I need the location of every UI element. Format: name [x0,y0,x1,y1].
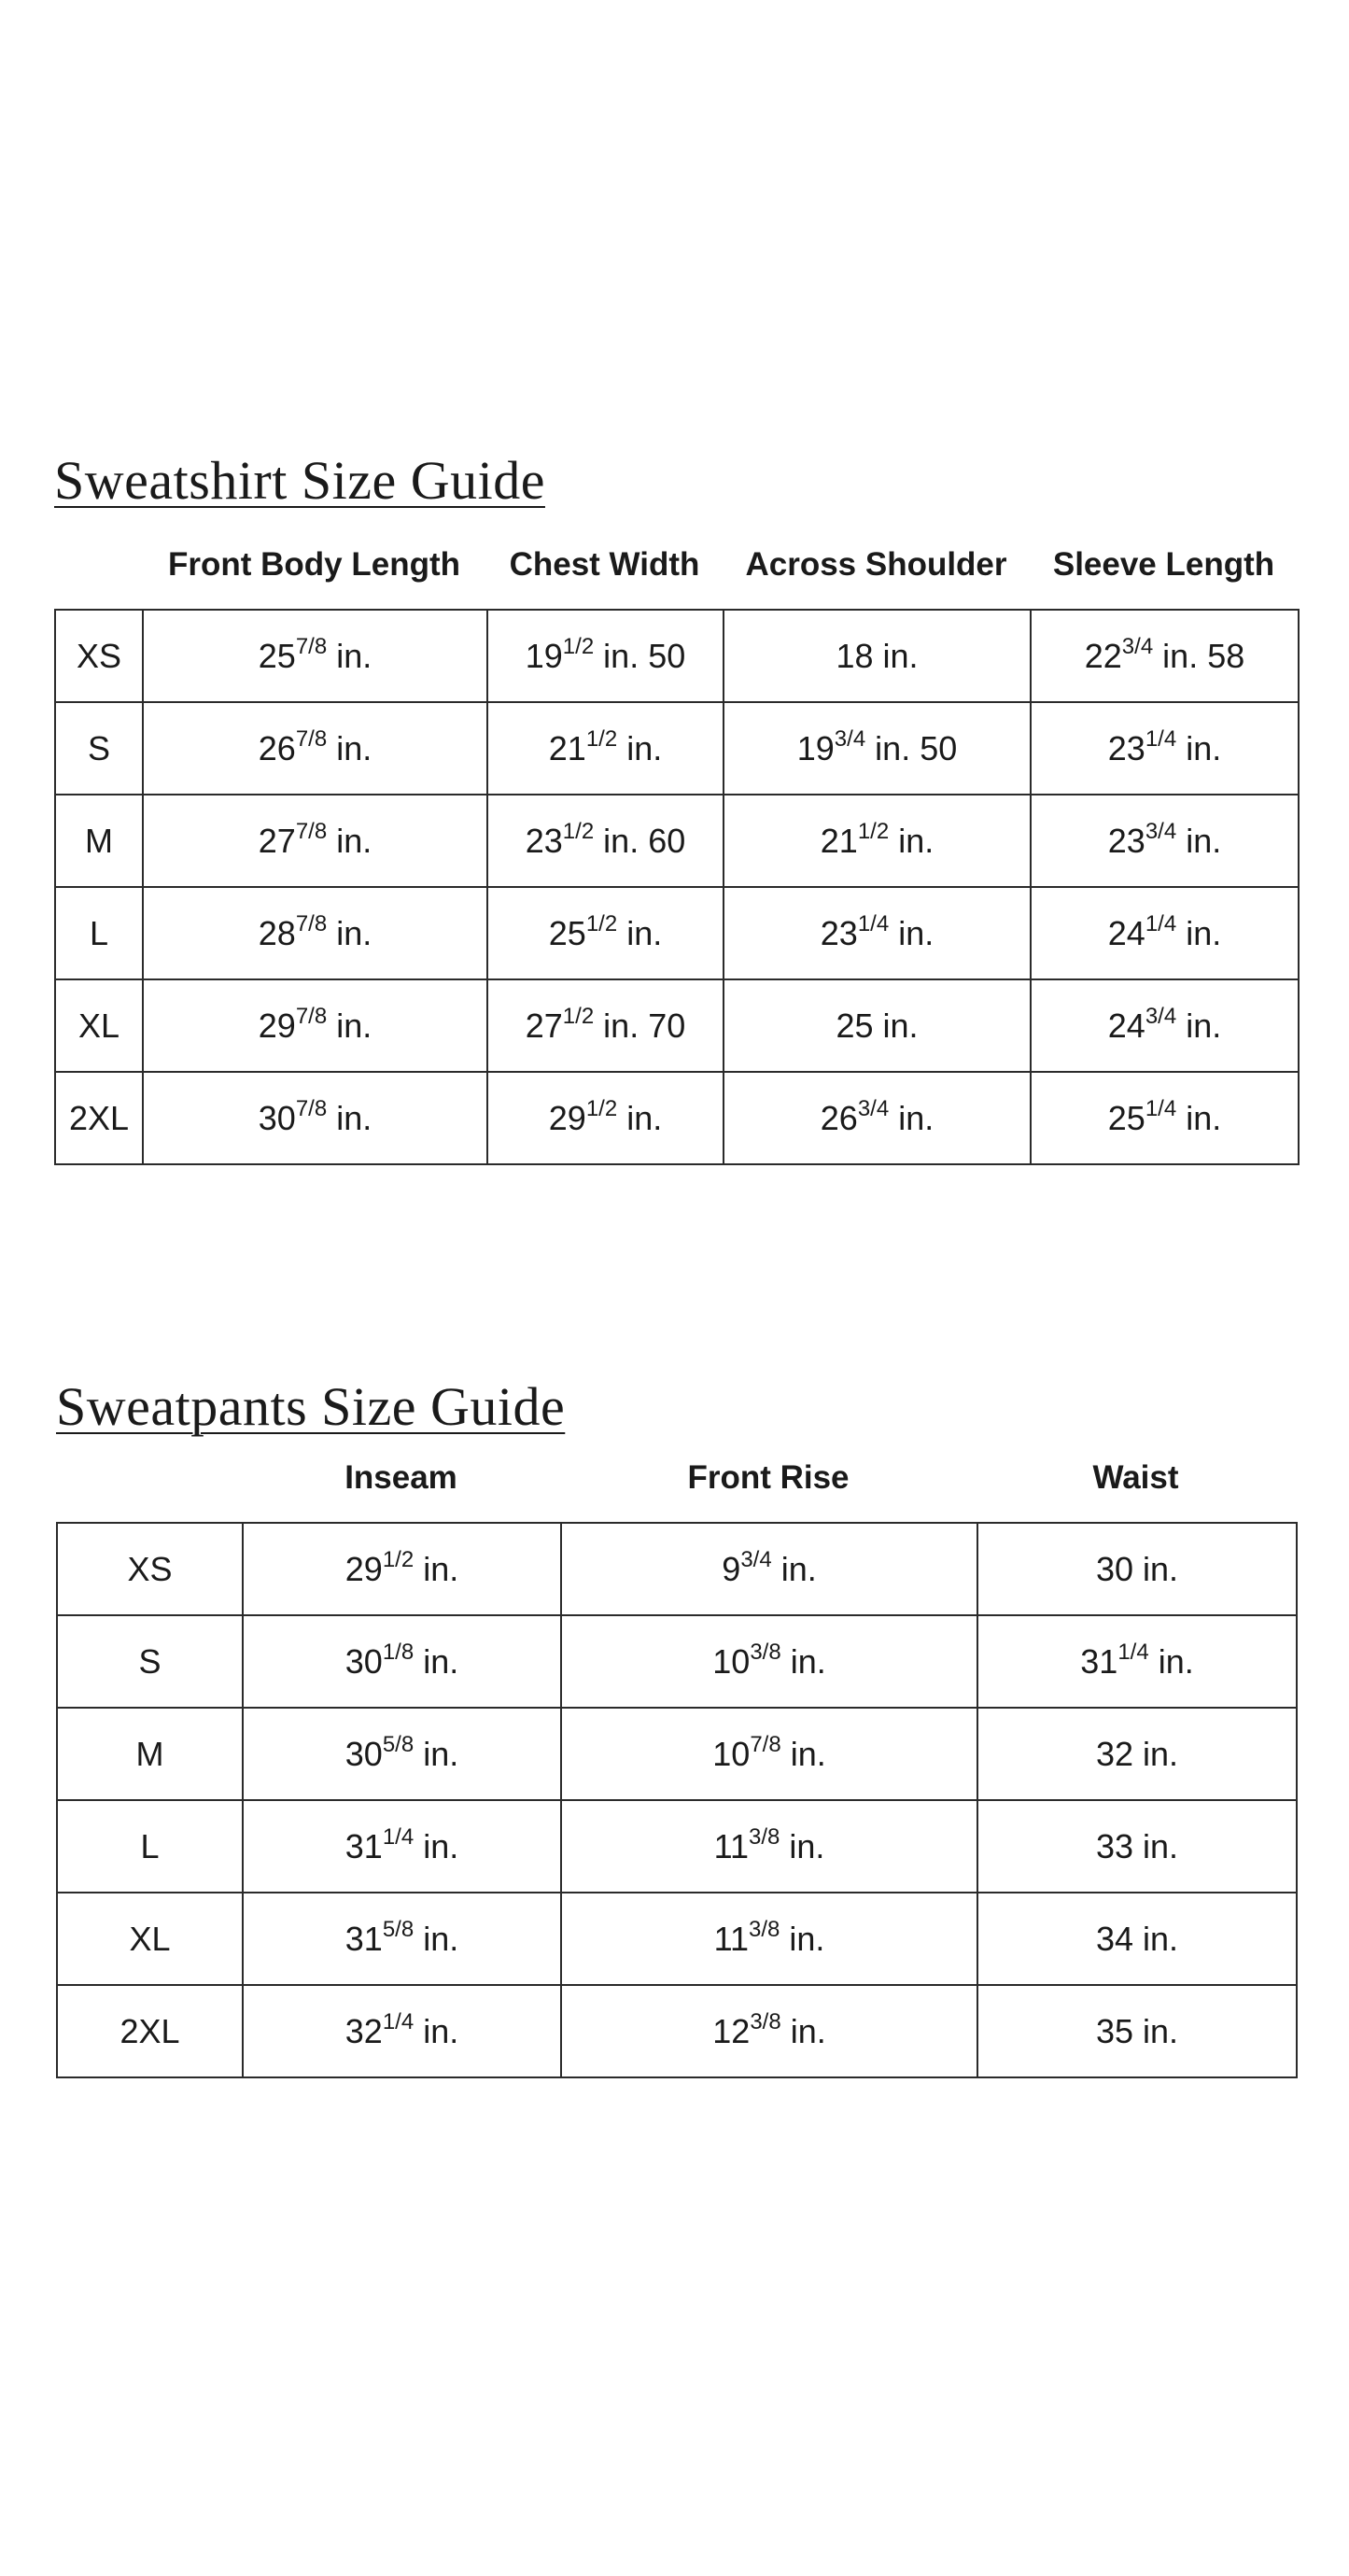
measurement-whole: 32 [344,2011,383,2050]
measurement-fraction: 1/4 [1145,1095,1177,1121]
measurement-cell [243,1800,561,1893]
sweatshirt-header-row [142,546,1298,584]
table-row [57,1523,1297,1615]
measurement-unit: in. [1133,1549,1179,1588]
measurement-fraction: 1/2 [562,1003,595,1029]
measurement-unit: in. [873,1006,919,1045]
measurement-unit: in. [1133,2011,1179,2050]
measurement-unit: in. [414,1549,459,1588]
measurement-cell [487,610,724,702]
measurement-whole: 27 [258,821,296,860]
measurement-fraction: 7/8 [750,1731,781,1757]
measurement-unit: in. [1133,1919,1179,1958]
measurement-whole: 30 [344,1641,383,1681]
measurement-whole: 31 [1080,1641,1118,1681]
measurement-fraction: 1/2 [382,1546,415,1572]
measurement-unit: in. [780,1919,825,1958]
measurement-cell [143,979,487,1072]
measurement-whole: 25 [1107,1098,1145,1137]
measurement-whole: 34 [1095,1919,1133,1958]
measurement-whole: 24 [1107,913,1145,952]
size-label: L [55,887,143,979]
measurement-unit: in. [617,1098,663,1137]
measurement-whole: 11 [713,1826,749,1865]
measurement-cell [143,887,487,979]
measurement-fraction: 3/4 [740,1546,772,1572]
measurement-whole: 12 [712,2011,751,2050]
size-label: 2XL [55,1072,143,1164]
measurement-whole: 23 [1107,728,1145,767]
size-label: XL [57,1893,243,1985]
measurement-cell [487,1072,724,1164]
measurement-unit: in. [1176,1006,1222,1045]
table-row [55,610,1299,702]
measurement-cell [561,1800,977,1893]
measurement-cell [487,702,724,795]
measurement-unit: in. [327,913,372,952]
measurement-unit: in. [327,728,372,767]
measurement-whole: 23 [1107,821,1145,860]
measurement-cell [977,1523,1297,1615]
measurement-unit: in. [414,2011,459,2050]
measurement-fraction: 3/8 [748,1916,780,1942]
measurement-cell [243,1708,561,1800]
measurement-fraction: 3/8 [750,2008,781,2034]
measurement-whole: 25 [258,636,296,675]
measurement-fraction: 1/2 [585,725,618,752]
size-label: XS [55,610,143,702]
size-label: M [55,795,143,887]
measurement-fraction: 7/8 [295,818,328,844]
measurement-whole: 31 [344,1919,383,1958]
measurement-whole: 10 [712,1734,751,1773]
measurement-whole: 30 [344,1734,383,1773]
measurement-fraction: 3/4 [1145,1003,1177,1029]
measurement-unit: in. 50 [594,636,686,675]
table-row [57,1708,1297,1800]
measurement-cell [724,979,1031,1072]
size-label: S [55,702,143,795]
size-label: S [57,1615,243,1708]
measurement-unit: in. [771,1549,817,1588]
table-row [57,1615,1297,1708]
size-label: M [57,1708,243,1800]
measurement-whole: 31 [344,1826,383,1865]
measurement-fraction: 1/4 [382,1823,415,1850]
table-row [57,1893,1297,1985]
header-sleeve-length: Sleeve Length [1052,546,1275,583]
measurement-unit: in. 60 [594,821,686,860]
measurement-cell [1031,1072,1299,1164]
measurement-fraction: 5/8 [382,1731,415,1757]
measurement-unit: in. [1133,1734,1179,1773]
measurement-cell [487,795,724,887]
measurement-whole: 19 [796,728,835,767]
table-row [55,702,1299,795]
measurement-whole: 29 [344,1549,383,1588]
measurement-whole: 25 [836,1006,874,1045]
measurement-cell [243,1893,561,1985]
measurement-unit: in. 70 [594,1006,686,1045]
measurement-whole: 18 [836,636,874,675]
measurement-unit: in. [1176,1098,1222,1137]
measurement-cell [977,1615,1297,1708]
measurement-unit: in. [780,1826,825,1865]
measurement-cell [977,1800,1297,1893]
measurement-fraction: 3/8 [750,1639,781,1665]
measurement-unit: in. [1176,913,1222,952]
measurement-cell [561,1523,977,1615]
table-row [57,1985,1297,2077]
measurement-whole: 22 [1084,636,1122,675]
measurement-whole: 9 [722,1549,741,1588]
measurement-fraction: 1/8 [382,1639,415,1665]
measurement-cell [724,795,1031,887]
measurement-unit: in. [327,1006,372,1045]
measurement-unit: in. [414,1734,459,1773]
measurement-fraction: 3/4 [857,1095,890,1121]
measurement-fraction: 3/4 [1145,818,1177,844]
measurement-whole: 27 [525,1006,563,1045]
measurement-cell [1031,610,1299,702]
measurement-whole: 29 [258,1006,296,1045]
measurement-unit: in. [1176,728,1222,767]
measurement-fraction: 1/2 [585,910,618,936]
measurement-unit: in. [414,1919,459,1958]
measurement-unit: in. [327,1098,372,1137]
measurement-whole: 28 [258,913,296,952]
measurement-cell [143,702,487,795]
measurement-cell [1031,702,1299,795]
measurement-cell [1031,795,1299,887]
measurement-fraction: 1/4 [382,2008,415,2034]
measurement-cell [1031,979,1299,1072]
table-row [57,1800,1297,1893]
table-row [55,795,1299,887]
measurement-whole: 23 [525,821,563,860]
measurement-cell [561,1985,977,2077]
measurement-whole: 10 [712,1641,751,1681]
measurement-whole: 26 [820,1098,858,1137]
measurement-cell [724,887,1031,979]
measurement-whole: 33 [1095,1826,1133,1865]
measurement-whole: 26 [258,728,296,767]
measurement-cell [561,1708,977,1800]
measurement-cell [1031,887,1299,979]
table-row [55,887,1299,979]
measurement-whole: 30 [258,1098,296,1137]
measurement-cell [977,1708,1297,1800]
measurement-whole: 32 [1095,1734,1133,1773]
table-row [55,979,1299,1072]
measurement-whole: 30 [1095,1549,1133,1588]
measurement-whole: 21 [548,728,586,767]
measurement-fraction: 1/4 [1117,1639,1149,1665]
measurement-unit: in. [617,913,663,952]
header-chest-width: Chest Width [509,546,700,583]
measurement-unit: in. [1176,821,1222,860]
measurement-fraction: 1/2 [562,633,595,659]
measurement-cell [724,1072,1031,1164]
measurement-whole: 23 [820,913,858,952]
measurement-unit: in. [327,636,372,675]
measurement-unit: in. [889,913,934,952]
measurement-fraction: 1/4 [857,910,890,936]
measurement-cell [724,702,1031,795]
measurement-whole: 24 [1107,1006,1145,1045]
measurement-unit: in. 50 [865,728,958,767]
measurement-whole: 19 [525,636,563,675]
measurement-unit: in. [780,2011,826,2050]
size-label: L [57,1800,243,1893]
measurement-fraction: 3/4 [1121,633,1154,659]
header-front-body-length: Front Body Length [167,546,460,583]
sweatshirt-size-table [54,609,1300,1165]
measurement-cell [243,1985,561,2077]
measurement-whole: 21 [820,821,858,860]
measurement-cell [143,1072,487,1164]
measurement-fraction: 7/8 [295,633,328,659]
measurement-fraction: 5/8 [382,1916,415,1942]
sweatshirt-title: Sweatshirt Size Guide [54,450,545,511]
measurement-whole: 25 [548,913,586,952]
size-label: XS [57,1523,243,1615]
measurement-unit: in. [327,821,372,860]
measurement-cell [977,1893,1297,1985]
header-waist: Waist [1092,1459,1179,1496]
header-inseam: Inseam [344,1459,457,1496]
measurement-fraction: 3/8 [748,1823,780,1850]
measurement-fraction: 7/8 [295,725,328,752]
measurement-fraction: 1/2 [585,1095,618,1121]
header-front-rise: Front Rise [687,1459,850,1496]
measurement-unit: in. [617,728,663,767]
measurement-unit: in. [780,1641,826,1681]
measurement-unit: in. 58 [1153,636,1245,675]
sweatpants-size-table [56,1522,1298,2078]
header-across-shoulder: Across Shoulder [745,546,1007,583]
measurement-fraction: 7/8 [295,1095,328,1121]
measurement-unit: in. [889,1098,934,1137]
measurement-whole: 29 [548,1098,586,1137]
sweatpants-title: Sweatpants Size Guide [56,1376,566,1437]
measurement-unit: in. [873,636,919,675]
measurement-cell [487,887,724,979]
measurement-cell [243,1523,561,1615]
measurement-unit: in. [889,821,934,860]
measurement-cell [561,1615,977,1708]
measurement-fraction: 7/8 [295,1003,328,1029]
measurement-fraction: 1/4 [1145,725,1177,752]
table-row [55,1072,1299,1164]
measurement-fraction: 1/2 [857,818,890,844]
measurement-cell [243,1615,561,1708]
measurement-whole: 35 [1095,2011,1133,2050]
measurement-whole: 11 [713,1919,749,1958]
size-label: XL [55,979,143,1072]
measurement-cell [977,1985,1297,2077]
measurement-unit: in. [780,1734,826,1773]
measurement-cell [561,1893,977,1985]
size-label: 2XL [57,1985,243,2077]
measurement-fraction: 7/8 [295,910,328,936]
measurement-fraction: 1/2 [562,818,595,844]
measurement-cell [143,610,487,702]
measurement-unit: in. [414,1641,459,1681]
measurement-cell [724,610,1031,702]
measurement-cell [487,979,724,1072]
sweatpants-header-row [242,1459,1295,1497]
measurement-unit: in. [1148,1641,1194,1681]
measurement-fraction: 1/4 [1145,910,1177,936]
measurement-unit: in. [1133,1826,1179,1865]
measurement-cell [143,795,487,887]
measurement-unit: in. [414,1826,459,1865]
measurement-fraction: 3/4 [834,725,866,752]
